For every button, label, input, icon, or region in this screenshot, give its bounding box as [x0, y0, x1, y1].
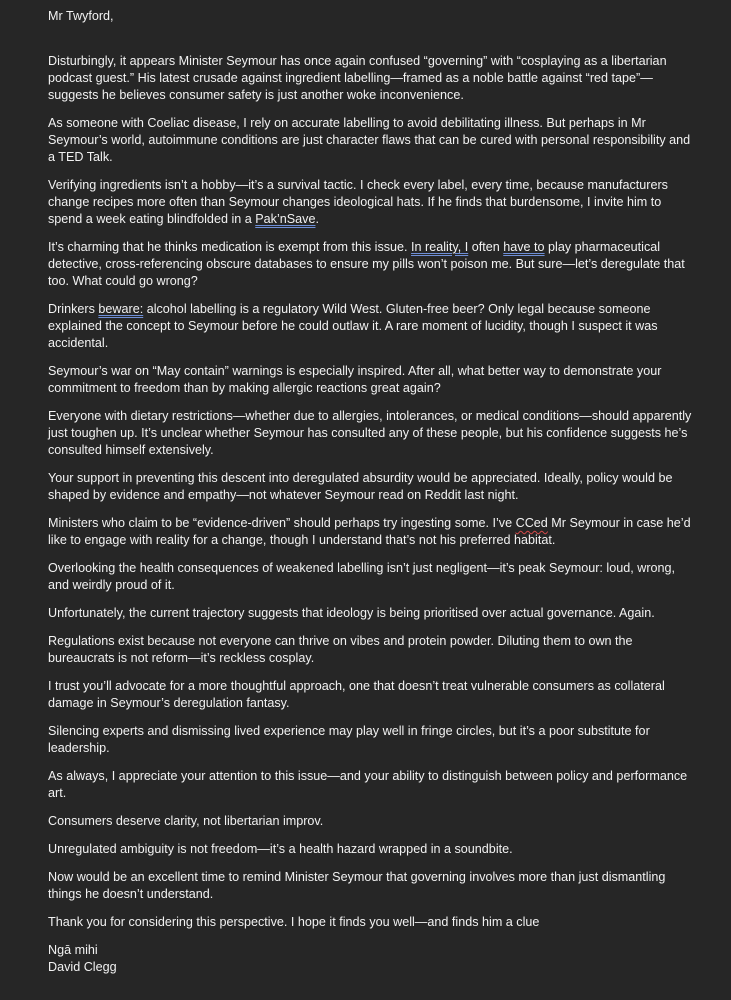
- paragraph-1: Disturbingly, it appears Minister Seymour has once again confused “governing” with “cosplaying as a libertarian podcast guest.” His latest crusade against ingredient labelling—framed as a noble battle against “red tape”—suggests he believes consumer safety is just another woke inconvenience.: [48, 54, 667, 102]
- signoff: Ngā mihi: [48, 943, 98, 957]
- paragraph-5-text-b: alcohol labelling is a regulatory Wild West. Gluten-free beer? Only legal because someone explained the concept to Seymour before he could outlaw it. A rare moment of lucidity, though I suspect it was accidental.: [48, 302, 658, 350]
- signature-name: David Clegg: [48, 960, 117, 974]
- paragraph-5: [48, 301, 698, 352]
- paragraph-14: Silencing experts and dismissing lived experience may play well in fringe circles, but it’s a poor substitute for leadership.: [48, 724, 650, 755]
- flagged-word-paknsave[interactable]: Pak’nSave: [255, 212, 316, 226]
- paragraph-12: Regulations exist because not everyone can thrive on vibes and protein powder. Diluting them to own the bureaucrats is not reform—it’s reckless cosplay.: [48, 634, 633, 665]
- paragraph-4-text-c: play pharmaceutical detective, cross-referencing obscure databases to ensure my pills won’t poison me. But sure—let’s deregulate that too. What could go wrong?: [48, 240, 685, 288]
- paragraph-3-text-a: Verifying ingredients isn’t a hobby—it’s a survival tactic. I check every label, every time, because manufacturers change recipes more often than Seymour changes ideological hats. If he finds that burdensome, I invite him to spend a week eating blindfolded in a: [48, 178, 668, 226]
- paragraph-3-text-b: .: [315, 212, 319, 226]
- flagged-phrase-have-to[interactable]: have to: [503, 240, 545, 254]
- flagged-phrase-in-reality[interactable]: In reality, I: [411, 240, 469, 254]
- paragraph-16: Consumers deserve clarity, not libertarian improv.: [48, 814, 324, 828]
- paragraph-18: Now would be an excellent time to remind Minister Seymour that governing involves more than just dismantling things he doesn’t understand.: [48, 870, 666, 901]
- paragraph-10: Overlooking the health consequences of weakened labelling isn’t just negligent—it’s peak Seymour: loud, wrong, and weirdly proud of it.: [48, 561, 676, 592]
- flagged-word-beware[interactable]: beware:: [98, 302, 144, 316]
- paragraph-4-text-a: It’s charming that he thinks medication is exempt from this issue.: [48, 240, 412, 254]
- paragraph-13: I trust you’ll advocate for a more thoughtful approach, one that doesn’t treat vulnerable consumers as collateral damage in Seymour’s deregulation fantasy.: [48, 679, 665, 710]
- paragraph-6: Seymour’s war on “May contain” warnings is especially inspired. After all, what better way to demonstrate your commitment to freedom than by making allergic reactions great again?: [48, 364, 662, 395]
- paragraph-9: [48, 515, 698, 549]
- flagged-word-cced[interactable]: CCed: [515, 516, 548, 530]
- paragraph-4: [48, 239, 698, 290]
- paragraph-8: Your support in preventing this descent into deregulated absurdity would be appreciated. Ideally, policy would be shaped by evidence and empathy—not whatever Seymour read on Reddit last night.: [48, 471, 673, 502]
- letter-body: [48, 8, 698, 976]
- paragraph-2: As someone with Coeliac disease, I rely on accurate labelling to avoid debilitating illness. But perhaps in Mr Seymour’s world, autoimmune conditions are just character flaws that can be cured with personal responsibility and a TED Talk.: [48, 116, 691, 164]
- paragraph-9-text-a: Ministers who claim to be “evidence-driven” should perhaps try ingesting some. I’ve: [48, 516, 516, 530]
- paragraph-5-text-a: Drinkers: [48, 302, 99, 316]
- greeting: Mr Twyford,: [48, 9, 114, 23]
- paragraph-4-text-b: often: [468, 240, 504, 254]
- paragraph-15: As always, I appreciate your attention to this issue—and your ability to distinguish between policy and performance art.: [48, 769, 688, 800]
- paragraph-7: Everyone with dietary restrictions—whether due to allergies, intolerances, or medical conditions—should apparently just toughen up. It’s unclear whether Seymour has consulted any of these people, but his confidence suggests he’s consulted himself extensively.: [48, 409, 692, 457]
- paragraph-3: [48, 177, 698, 228]
- paragraph-17: Unregulated ambiguity is not freedom—it’s a health hazard wrapped in a soundbite.: [48, 842, 513, 856]
- paragraph-11: Unfortunately, the current trajectory suggests that ideology is being prioritised over actual governance. Again.: [48, 606, 655, 620]
- paragraph-19: Thank you for considering this perspective. I hope it finds you well—and finds him a clue: [48, 915, 540, 929]
- paragraph-9-text-b: Mr Seymour in case he’d like to engage with reality for a change, though I understand that’s not his preferred habitat.: [48, 516, 691, 547]
